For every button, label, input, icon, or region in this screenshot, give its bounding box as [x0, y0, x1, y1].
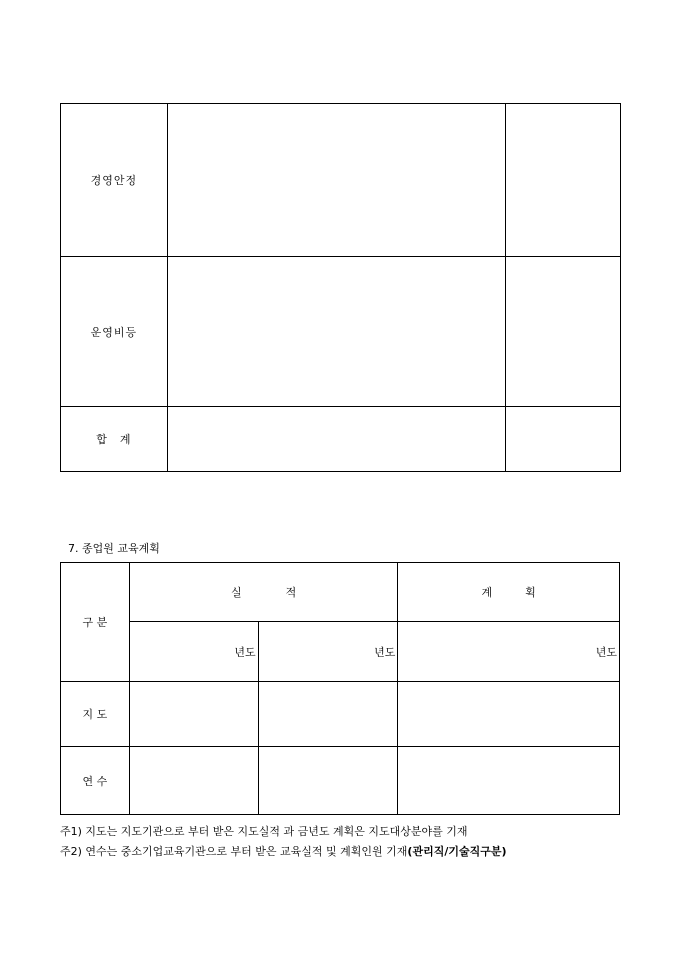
year-cell: 년도	[258, 622, 398, 682]
budget-table	[60, 103, 621, 472]
row-label-guidance: 지 도	[61, 682, 130, 747]
footnote-1: 주1) 지도는 지도기관으로 부터 받은 지도실적 과 금년도 계획은 지도대상분야를 기재	[60, 825, 468, 838]
actual-header: 실 적	[129, 563, 398, 622]
table-row	[61, 747, 620, 815]
amount-cell	[506, 407, 621, 472]
data-cell	[129, 682, 258, 747]
table-row	[61, 682, 620, 747]
data-cell	[129, 747, 258, 815]
row-label-total: 합 계	[61, 407, 168, 472]
year-cell: 년도	[398, 622, 620, 682]
content-cell	[167, 407, 505, 472]
table-row	[61, 407, 621, 472]
content-cell	[167, 104, 505, 257]
footnote-2-emphasis: (관리직/기술직구분)	[407, 845, 507, 858]
year-cell: 년도	[129, 622, 258, 682]
data-cell	[398, 682, 620, 747]
category-header: 구 분	[61, 563, 130, 682]
plan-header: 계 획	[398, 563, 620, 622]
table-row	[61, 257, 621, 407]
data-cell	[258, 682, 398, 747]
footnote-2-text: 주2) 연수는 중소기업교육기관으로 부터 받은 교육실적 및 계획인원 기재	[60, 845, 408, 858]
footnote-2	[60, 843, 507, 859]
amount-cell	[506, 257, 621, 407]
table-row	[61, 622, 620, 682]
data-cell	[398, 747, 620, 815]
section-title: 7. 종업원 교육계획	[68, 542, 160, 555]
row-label-training: 연 수	[61, 747, 130, 815]
amount-cell	[506, 104, 621, 257]
row-label-operating-costs: 운영비등	[61, 257, 168, 407]
content-cell	[167, 257, 505, 407]
table-row	[61, 104, 621, 257]
table-row	[61, 563, 620, 622]
data-cell	[258, 747, 398, 815]
training-plan-table	[60, 562, 620, 815]
row-label-management-stability: 경영안정	[61, 104, 168, 257]
